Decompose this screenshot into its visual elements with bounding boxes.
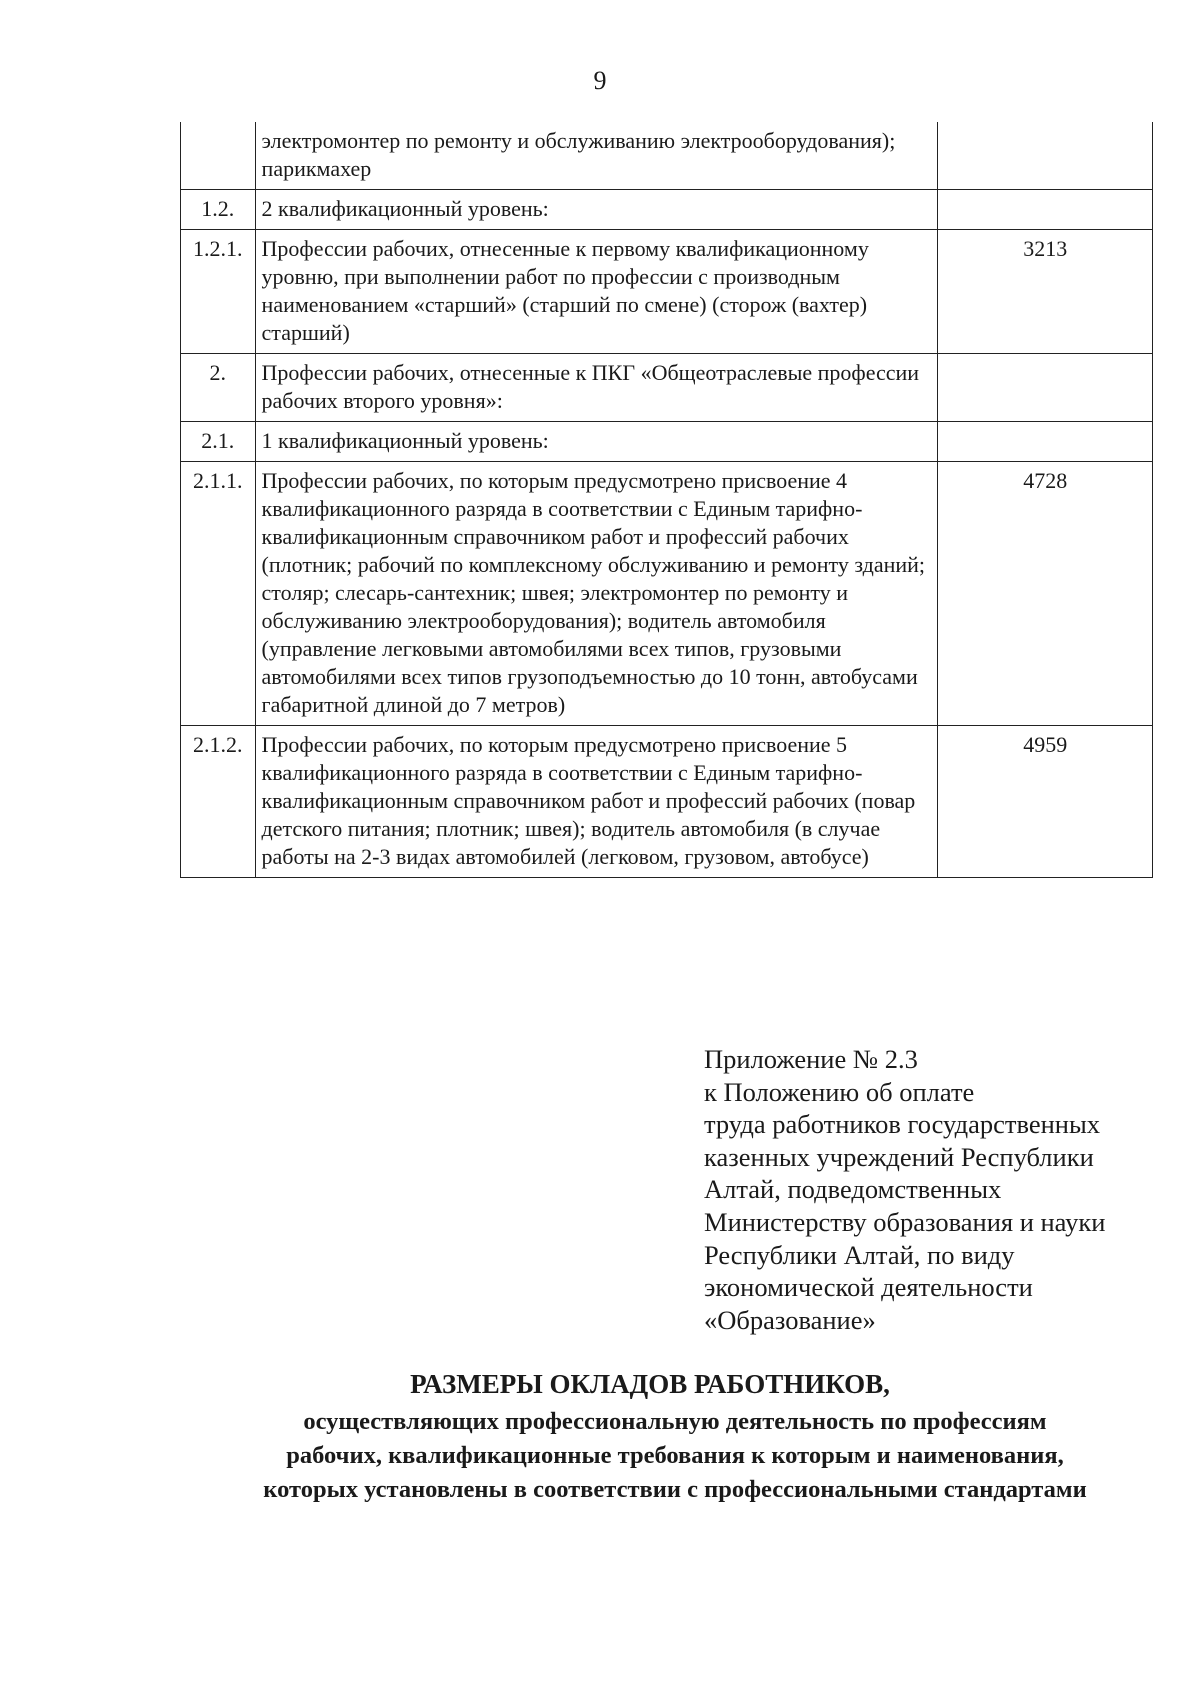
appendix-line: Республики Алтай, по виду: [704, 1239, 1015, 1270]
appendix-reference: [704, 1043, 1174, 1336]
appendix-line: труда работников государственных: [704, 1109, 1100, 1140]
row-description: 1 квалификационный уровень:: [255, 422, 938, 462]
row-description: Профессии рабочих, отнесенные к первому квалификационному уровню, при выполнении работ по профессии с производным наименованием «старший» (старший по смене) (сторож (вахтер) старший): [255, 230, 938, 354]
row-description: 2 квалификационный уровень:: [255, 190, 938, 230]
appendix-line: Алтай, подведомственных: [704, 1174, 1002, 1205]
row-number: 1.2.1.: [181, 230, 256, 354]
row-amount: [938, 354, 1153, 422]
appendix-line: экономической деятельности: [704, 1272, 1033, 1303]
table-row: [181, 462, 1153, 726]
row-number: 2.: [181, 354, 256, 422]
row-amount: 4959: [938, 726, 1153, 878]
page-number: 9: [593, 66, 607, 95]
row-number: 2.1.1.: [181, 462, 256, 726]
row-number: [181, 122, 256, 190]
row-description: Профессии рабочих, по которым предусмотрено присвоение 5 квалификационного разряда в соответствии с Единым тарифно-квалификационным справочником работ и профессий рабочих (повар детского питания; плотник; швея); водитель автомобиля (в случае работы на 2-3 видах автомобилей (легковом, грузовом, автобусе): [255, 726, 938, 878]
document-title: РАЗМЕРЫ ОКЛАДОВ РАБОТНИКОВ,: [410, 1369, 890, 1399]
table-row: [181, 230, 1153, 354]
table-row: [181, 422, 1153, 462]
row-description: Профессии рабочих, по которым предусмотрено присвоение 4 квалификационного разряда в соответствии с Единым тарифно-квалификационным справочником работ и профессий рабочих (плотник; рабочий по комплексному обслуживанию и ремонту зданий; столяр; слесарь-сантехник; швея; электромонтер по ремонту и обслуживанию электрооборудования); водитель автомобиля (управление легковыми автомобилями всех типов, грузовыми автомобилями всех типов грузоподъемностью до 10 тонн, автобусами габаритной длиной до 7 метров): [255, 462, 938, 726]
row-description: электромонтер по ремонту и обслуживанию электрооборудования); парикмахер: [255, 122, 938, 190]
table-row: [181, 354, 1153, 422]
row-description: Профессии рабочих, отнесенные к ПКГ «Общеотраслевые профессии рабочих второго уровня»:: [255, 354, 938, 422]
row-amount: [938, 122, 1153, 190]
row-amount: [938, 422, 1153, 462]
appendix-line: казенных учреждений Республики: [704, 1141, 1094, 1172]
row-amount: 3213: [938, 230, 1153, 354]
appendix-line: Министерству образования и науки: [704, 1206, 1106, 1237]
row-amount: 4728: [938, 462, 1153, 726]
table-row: [181, 726, 1153, 878]
subtitle-line: рабочих, квалификационные требования к которым и наименования,: [286, 1442, 1064, 1469]
salary-table: [180, 122, 1153, 878]
appendix-line: «Образование»: [704, 1304, 876, 1335]
subtitle-line: которых установлены в соответствии с профессиональными стандартами: [263, 1476, 1087, 1503]
document-subtitle: [150, 1405, 1200, 1507]
row-amount: [938, 190, 1153, 230]
row-number: 2.1.: [181, 422, 256, 462]
appendix-line: к Положению об оплате: [704, 1076, 975, 1107]
appendix-line: Приложение № 2.3: [704, 1044, 918, 1074]
subtitle-line: осуществляющих профессиональную деятельность по профессиям: [303, 1408, 1047, 1435]
table-row: [181, 122, 1153, 190]
row-number: 2.1.2.: [181, 726, 256, 878]
row-number: 1.2.: [181, 190, 256, 230]
table-row: [181, 190, 1153, 230]
